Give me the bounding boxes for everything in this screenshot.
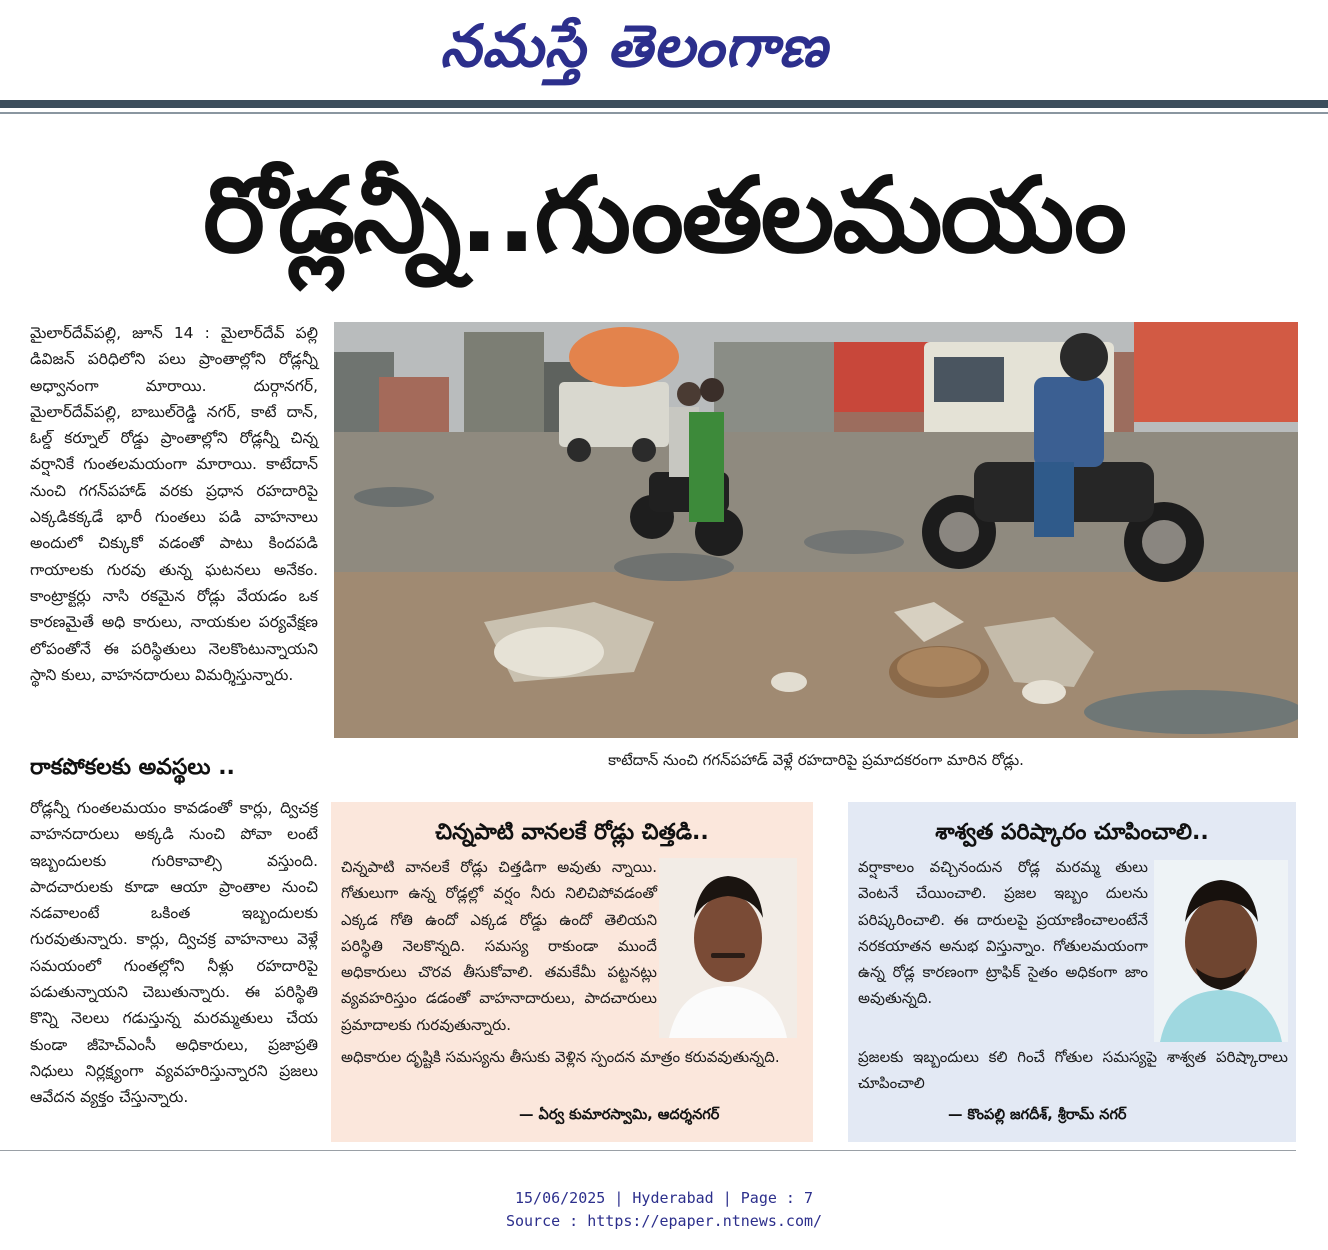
reader-opinion-box-right xyxy=(848,802,1296,1142)
page-source-link[interactable]: Source : https://epaper.ntnews.com/ xyxy=(505,1212,823,1230)
article-headline: రోడ్లన్నీ..గుంతలమయం xyxy=(203,154,1125,276)
masthead-divider-thin xyxy=(0,112,1328,114)
opinion-title-right: శాశ్వత పరిష్కారం చూపించాలి.. xyxy=(935,820,1209,845)
person-portrait-icon xyxy=(1154,860,1288,1042)
article-paragraph-1: మైలార్‌దేవ్‌పల్లి, జూన్‌ 14 : మైలార్‌దేవ్‌ పల్లి డివిజన్‌ పరిధిలోని పలు ప్రాంతాల్లోని రోడ్లన్నీ అధ్వానంగా మారాయి. దుర్గానగర్‌, మైలార్‌దేవ్‌పల్లి, బాబుల్‌రెడ్డి నగర్‌, కాటే దాన్‌, ఓల్డ్‌ కర్నూల్‌ రోడ్డు ప్రాంతాల్లోని రోడ్లన్నీ చిన్న వర్షానికే గుంతలమయంగా మారాయి. కాటేదాన్‌ నుంచి గగన్‌పహాడ్‌ వరకు ప్రధాన రహదారిపై ఎక్కడికక్కడే భారీ గుంతలు పడి వాహనాలు అందులో చిక్కుకో వడంతో పాటు కిందపడి గాయాలకు గురవు తున్న ఘటనలు అనేకం. కాంట్రాక్టర్లు నాసి రకమైన రోడ్లు వేయడం ఒక కారణమైతే అధి కారులు, నాయకుల పర్యవేక్షణ లోపంతోనే ఈ పరిస్థితులు నెలకొంటున్నాయని స్థాని కులు, వాహనదారులు విమర్శిస్తున్నారు. xyxy=(30,324,318,684)
newspaper-name: నమస్తే తెలంగాణ xyxy=(440,12,828,80)
opinion-text-left-bottom: అధికారుల దృష్టికి సమస్యను తీసుకు వెళ్లిన స్పందన మాత్రం కరువవుతున్నది. xyxy=(341,1048,780,1066)
photo-caption: కాటేదాన్‌ నుంచి గగన్‌పహాడ్‌ వెళ్లే రహదారిపై ప్రమాదకరంగా మారిన రోడ్లు. xyxy=(608,751,1024,769)
road-scene-illustration xyxy=(334,322,1298,738)
reader-opinion-box-left xyxy=(331,802,813,1142)
opinion-text-right-bottom: ప్రజలకు ఇబ్బందులు కలి గించే గోతుల సమస్యపై శాశ్వత పరిష్కారాలు చూపించాలి xyxy=(858,1048,1288,1093)
opinion-text-left-top: చిన్నపాటి వానలకే రోడ్లు చిత్తడిగా అవుతు న్నాయి. గోతులుగా ఉన్న రోడ్లల్లో వర్షం నీరు నిలిచిపోవడంతో ఎక్కడ గోతి ఉందో ఎక్కడ రోడ్డు ఉందో తెలియని పరిస్థితి నెలకొన్నది. సమస్య రాకుండా ముందే అధికారులు చొరవ తీసుకోవాలి. తమకేమీ పట్టనట్లు వ్యవహరిస్తుం డడంతో వాహనాదారులు, పాదచారులు ప్రమాదాలకు గురవుతున్నారు. xyxy=(341,858,657,1034)
opinion-text-right-top: వర్షాకాలం వచ్చినందున రోడ్ల మరమ్మ తులు వెంటనే చేయించాలి. ప్రజల ఇబ్బం దులను పరిష్కరించాలి. ఈ దారులపై ప్రయాణించాలంటేనే నరకయాతన అనుభ విస్తున్నాం. గోతులమయంగా ఉన్న రోడ్ల కారణంగా ట్రాఫిక్‌ సైతం అధికంగా జాం అవుతున్నది. xyxy=(858,858,1148,1008)
person-portrait-icon xyxy=(659,858,797,1038)
page-bottom-divider xyxy=(0,1150,1296,1151)
masthead-divider xyxy=(0,100,1328,108)
article-body-intro xyxy=(30,320,318,688)
portrait-photo-right xyxy=(1154,860,1288,1042)
article-subhead: రాకపోకలకు అవస్థలు .. xyxy=(30,755,235,780)
opinion-signature-right: — కొంపల్లి జగదీశ్‌, శ్రీరామ్‌ నగర్‌ xyxy=(948,1107,1127,1123)
opinion-title-left: చిన్నపాటి వానలకే రోడ్లు చిత్తడి.. xyxy=(435,820,709,845)
road-potholes-photo xyxy=(334,322,1298,738)
article-body-continued xyxy=(30,795,318,1111)
opinion-signature-left: — ఏర్వ కుమారస్వామి, ఆదర్శనగర్‌ xyxy=(519,1107,720,1123)
portrait-photo-left xyxy=(659,858,797,1038)
page-date-edition: 15/06/2025 | Hyderabad | Page : 7 xyxy=(514,1189,813,1207)
article-paragraph-2: రోడ్లన్నీ గుంతలమయం కావడంతో కార్లు, ద్విచక్ర వాహనదారులు అక్కడి నుంచి పోవా లంటే ఇబ్బందులకు గురికావాల్సి వస్తుంది. పాదచారులకు కూడా ఆయా ప్రాంతాల నుంచి నడవాలంటే ఒకింత ఇబ్బందులకు గురవుతున్నారు. కార్లు, ద్విచక్ర వాహనాలు వెళ్లే సమయంలో గుంతల్లోని నీళ్లు రహదారిపై పడుతున్నాయని చెబుతున్నారు. ఈ పరిస్థితి కొన్ని నెలలు గడుస్తున్న మరమ్మతులు చేయ కుండా జీహెచ్‌ఎంసీ అధికారులు, ప్రజాప్రతి నిధులు నిర్లక్ష్యంగా వ్యవహరిస్తున్నారని ప్రజలు ఆవేదన వ్యక్తం చేస్తున్నారు. xyxy=(30,799,318,1107)
